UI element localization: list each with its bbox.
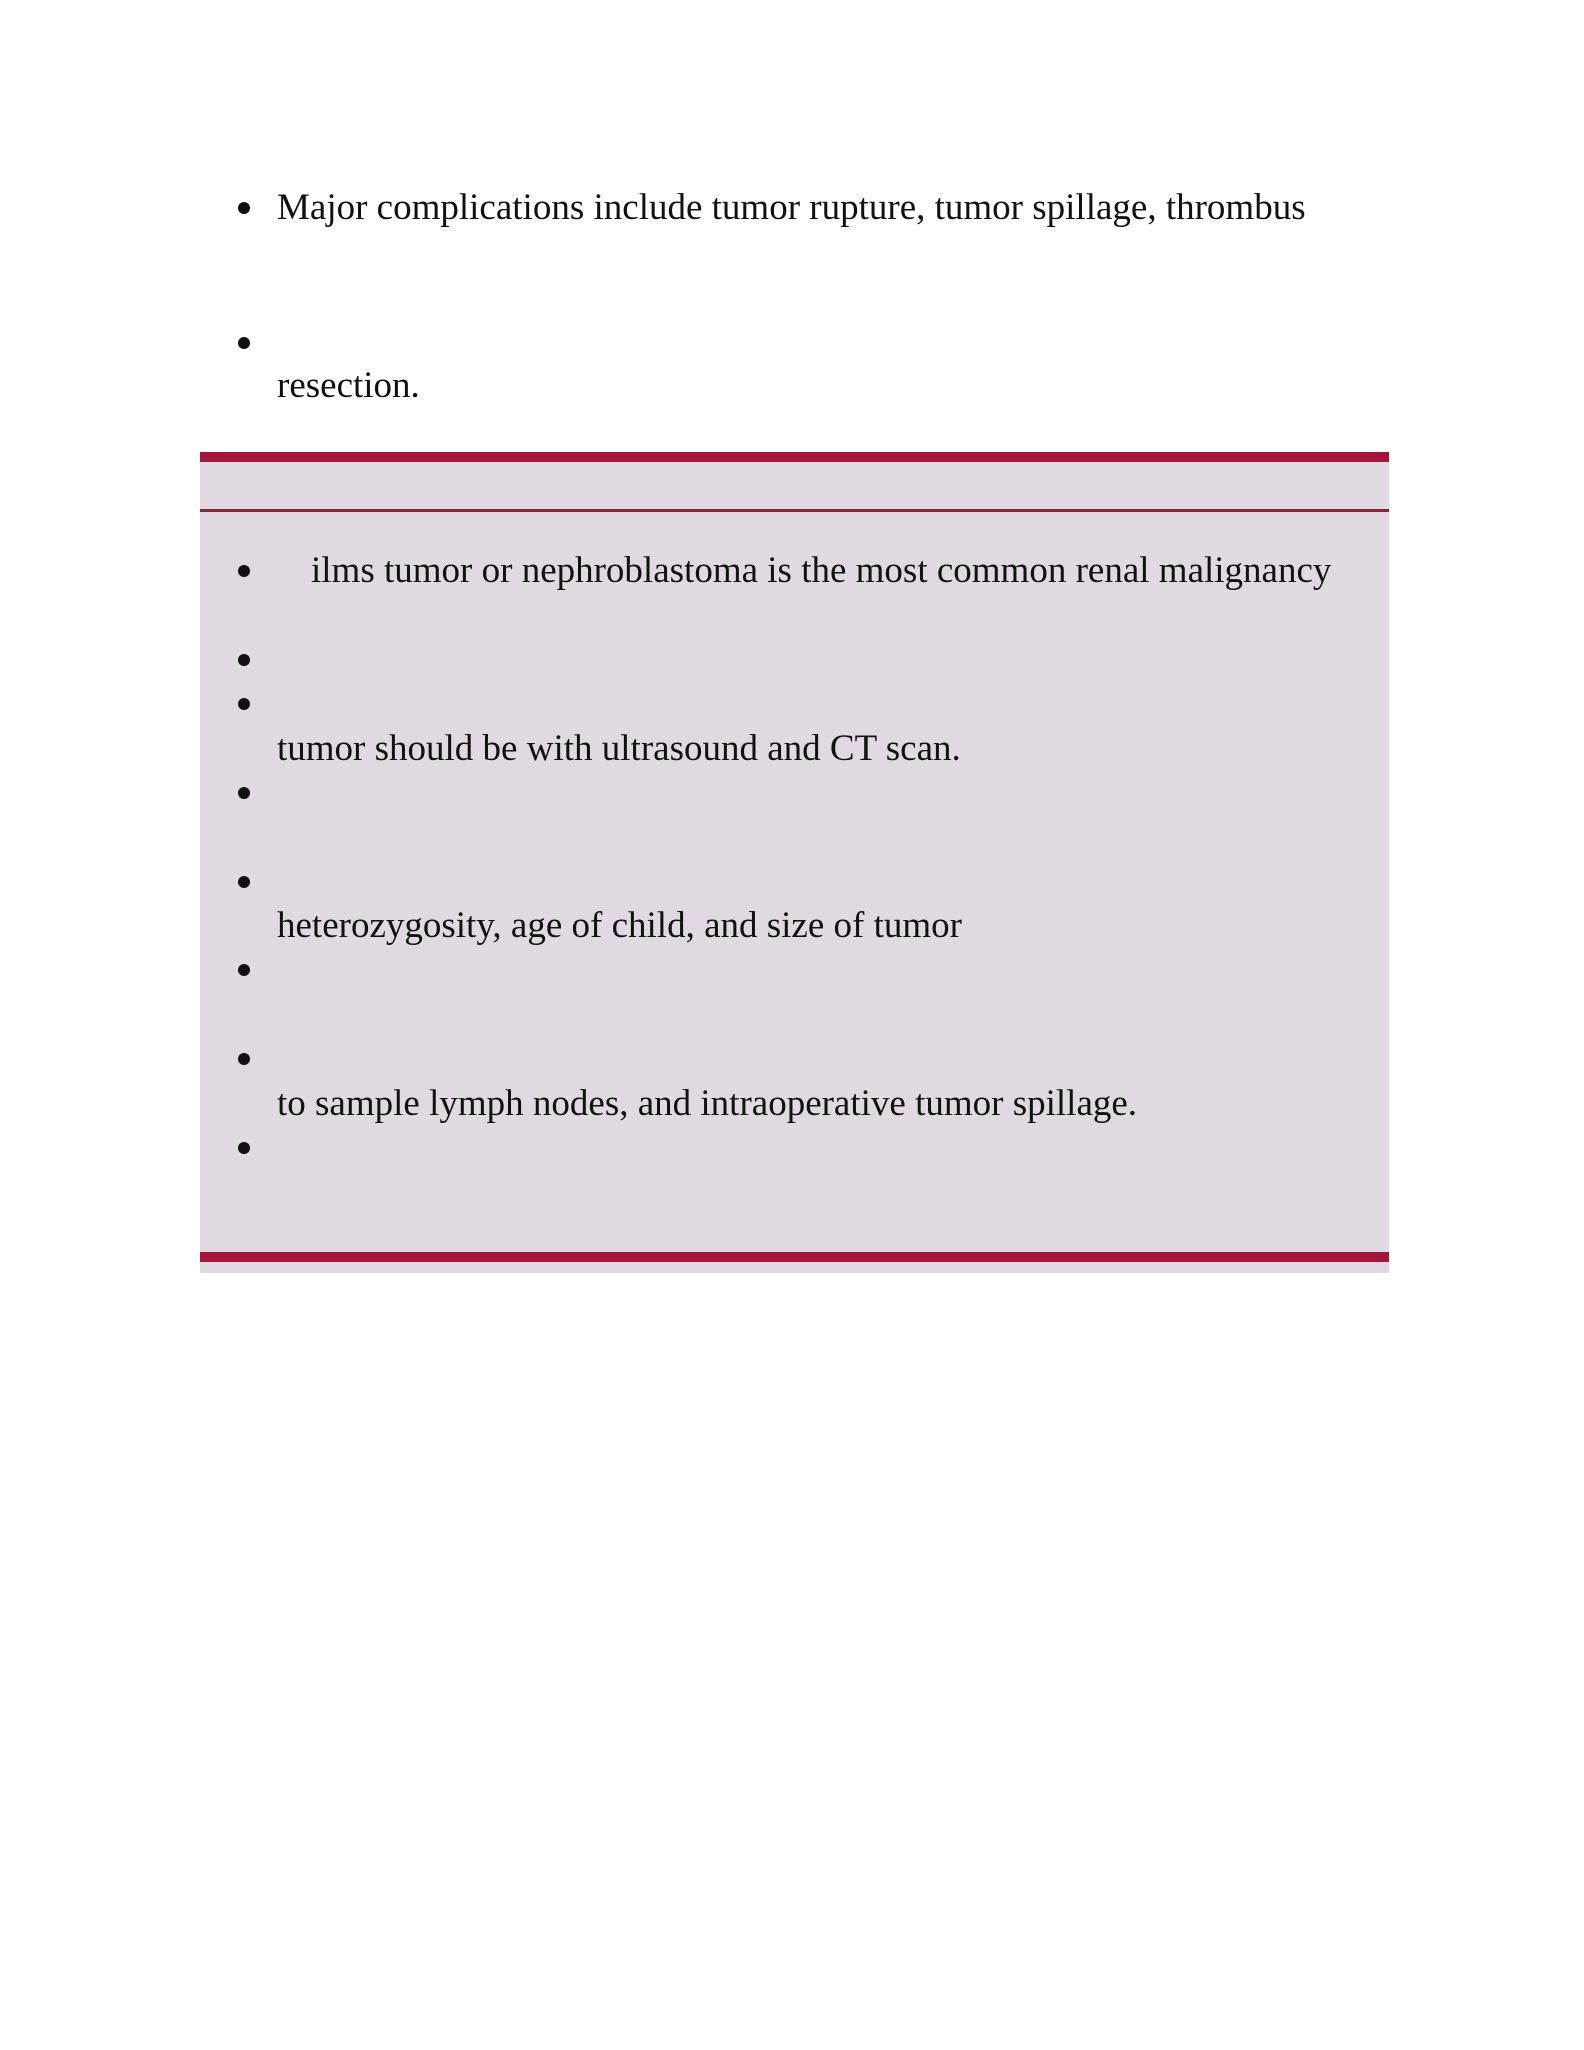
bullet-marker — [238, 202, 250, 214]
bullet-marker — [238, 1053, 250, 1065]
bullet-marker — [238, 964, 250, 976]
box-list-item-text: to sample lymph nodes, and intraoperative tumor spillage. — [277, 1083, 1138, 1124]
summary-box-header-rule — [200, 509, 1389, 512]
bullet-marker — [238, 654, 250, 666]
list-item-text: resection. — [277, 365, 420, 406]
summary-box-top-rule — [200, 452, 1389, 462]
box-list-item-text: tumor should be with ultrasound and CT scan. — [277, 728, 961, 769]
bullet-marker — [238, 337, 250, 349]
bullet-marker — [238, 787, 250, 799]
bullet-marker — [238, 698, 250, 710]
summary-box-bottom-rule — [200, 1252, 1389, 1262]
bullet-marker — [238, 1142, 250, 1154]
bullet-marker — [238, 565, 250, 577]
bullet-marker — [238, 876, 250, 888]
box-list-item-text: heterozygosity, age of child, and size of tumor — [277, 905, 962, 946]
box-list-item-text: ilms tumor or nephroblastoma is the most common renal malignancy — [311, 550, 1332, 591]
list-item-text: Major complications include tumor rupture, tumor spillage, thrombus — [277, 187, 1306, 228]
